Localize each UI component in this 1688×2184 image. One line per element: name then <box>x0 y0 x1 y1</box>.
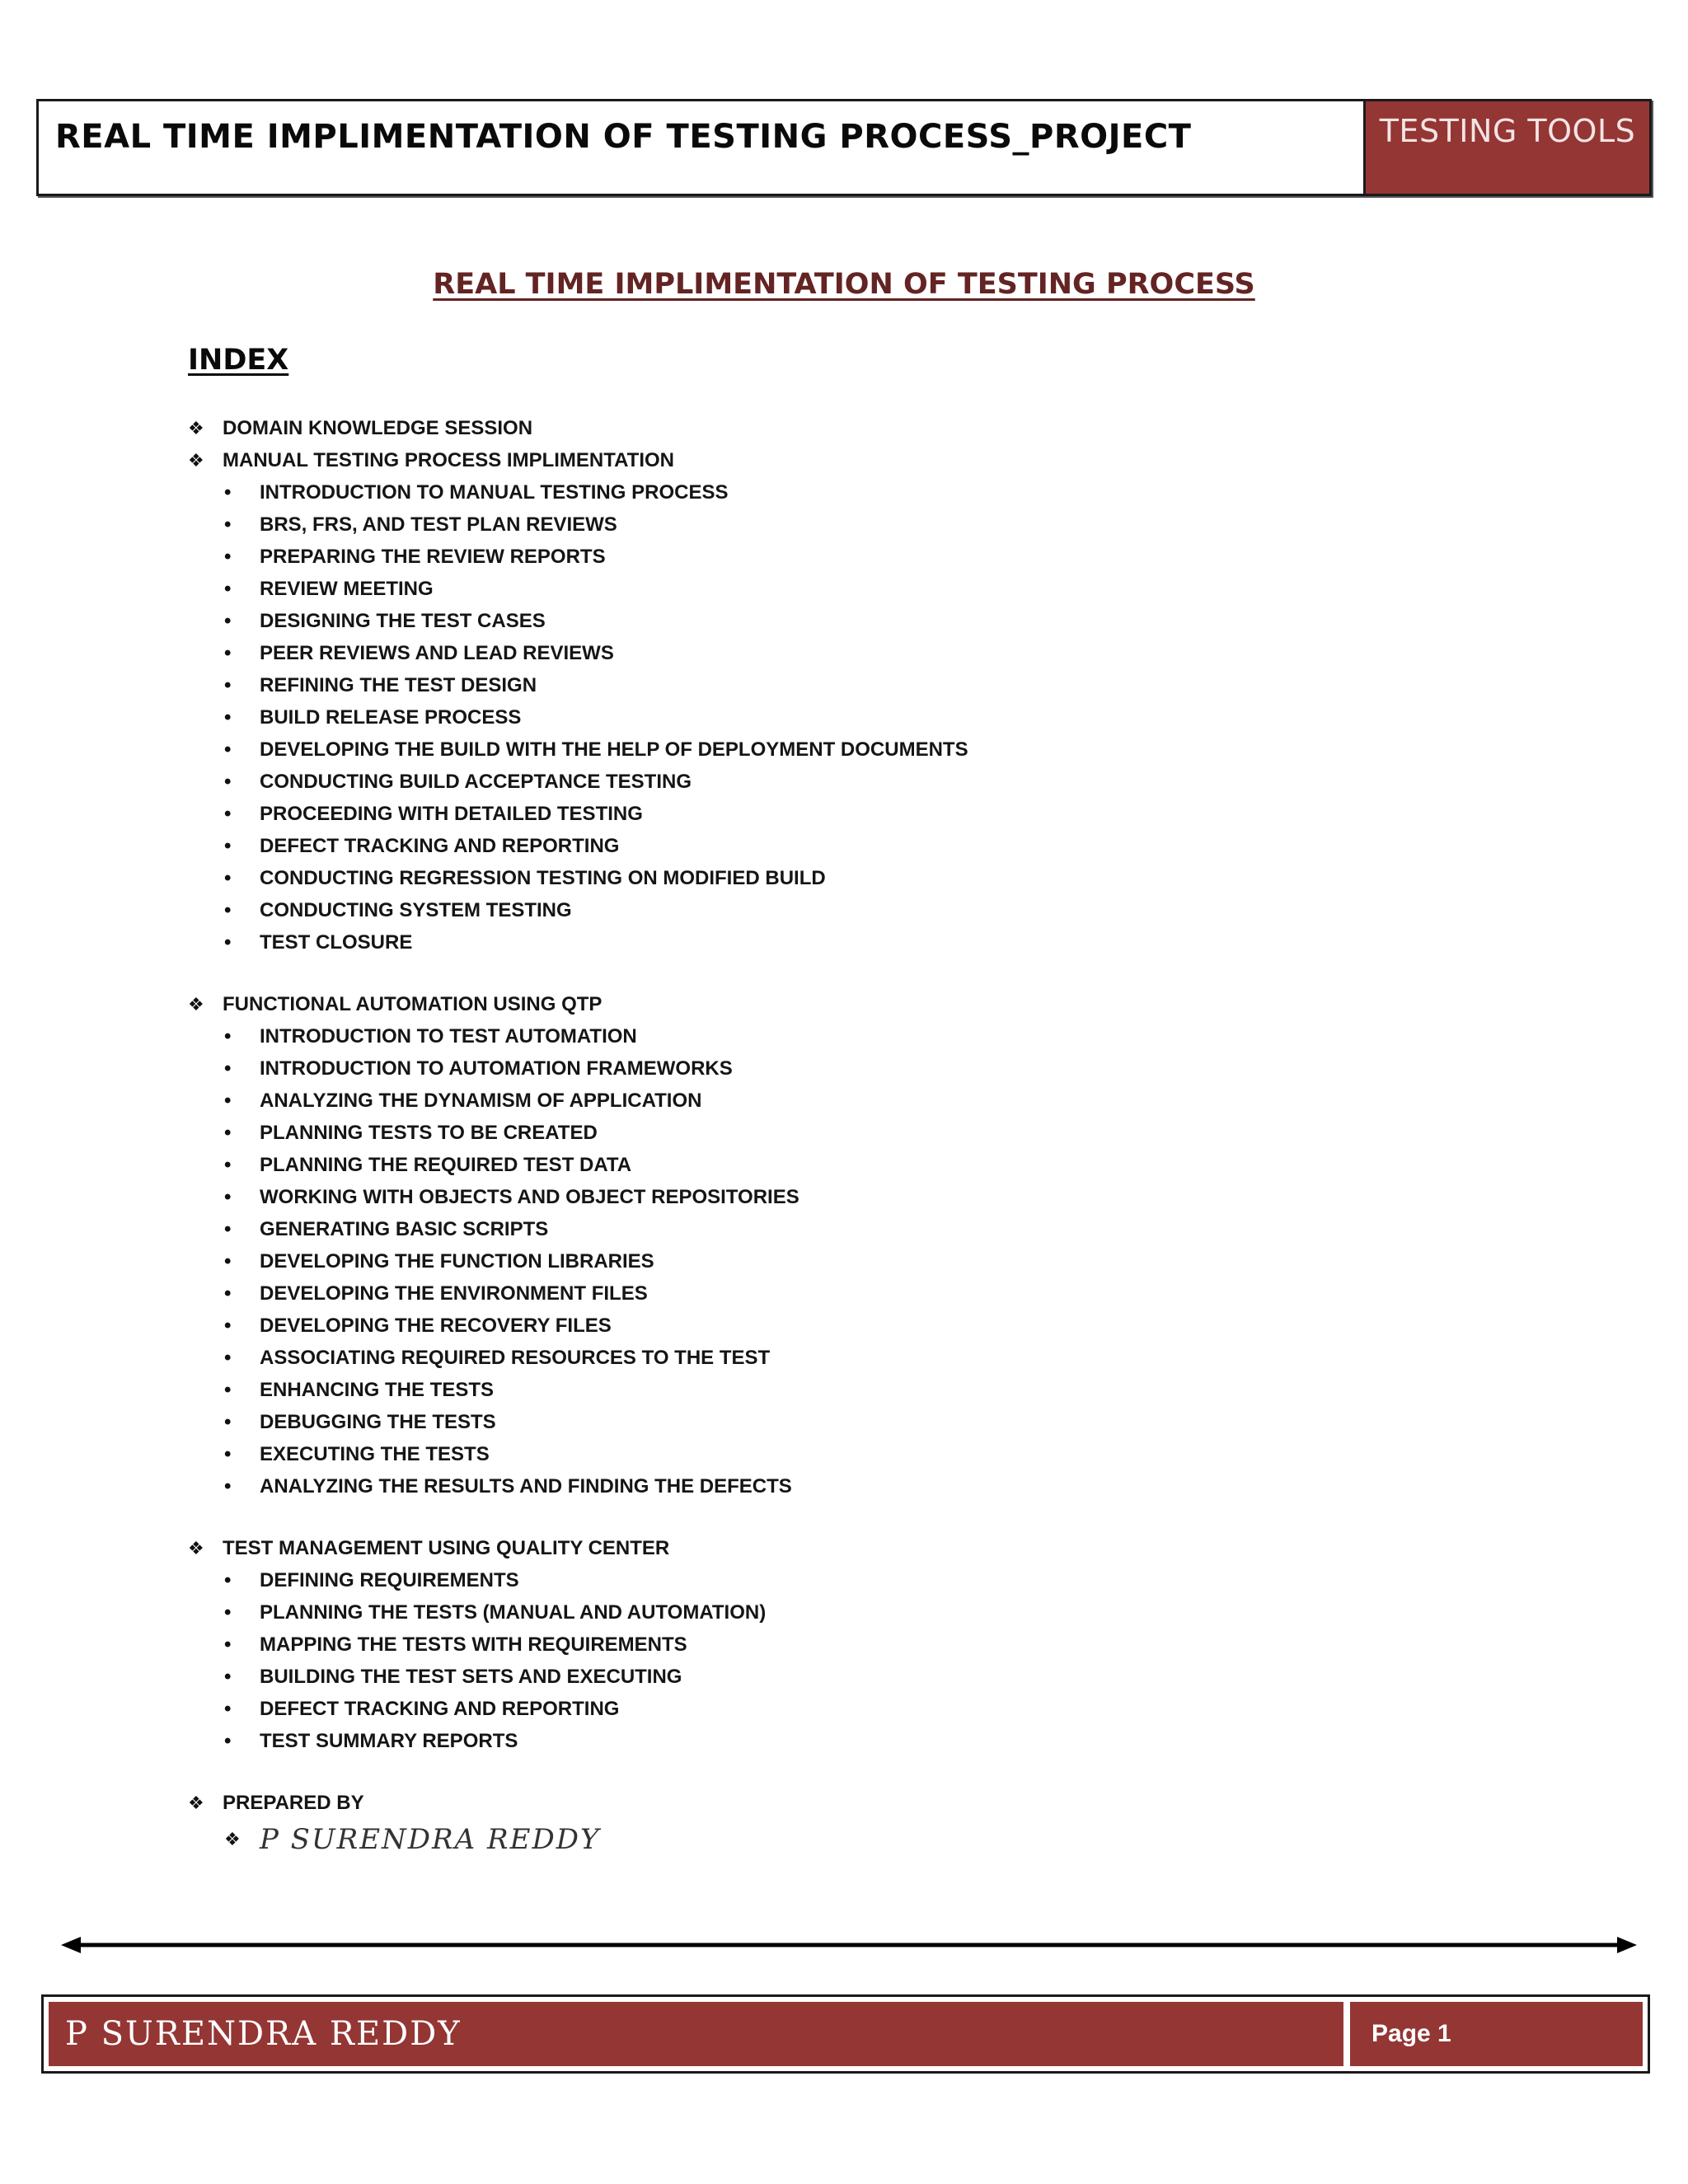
bullet-icon: • <box>224 610 232 632</box>
bullet-icon: • <box>224 1475 232 1497</box>
list-item-label: PEER REVIEWS AND LEAD REVIEWS <box>260 642 614 664</box>
diamond-clover-icon: ❖ <box>188 1538 204 1558</box>
list-item-label: CONDUCTING REGRESSION TESTING ON MODIFIED BUILD <box>260 867 826 889</box>
list-item-label: DEVELOPING THE BUILD WITH THE HELP OF DEPLOYMENT DOCUMENTS <box>260 738 968 761</box>
header-title-box <box>39 101 1363 194</box>
bullet-icon: • <box>224 771 232 793</box>
list-item-label: REFINING THE TEST DESIGN <box>260 674 537 696</box>
section-item <box>188 1532 1342 1564</box>
list-item <box>188 733 1342 766</box>
bullet-icon: • <box>224 931 232 954</box>
list-item-label: ANALYZING THE DYNAMISM OF APPLICATION <box>260 1090 702 1112</box>
bullet-icon: • <box>224 578 232 600</box>
list-item-label: INTRODUCTION TO MANUAL TESTING PROCESS <box>260 481 729 504</box>
list-item <box>188 573 1342 605</box>
list-item-label: CONDUCTING SYSTEM TESTING <box>260 899 572 921</box>
bullet-icon: • <box>224 1090 232 1112</box>
bullet-icon: • <box>224 899 232 921</box>
list-item-label: CONDUCTING BUILD ACCEPTANCE TESTING <box>260 771 692 793</box>
list-item-label: DEBUGGING THE TESTS <box>260 1411 496 1433</box>
diamond-clover-icon: ❖ <box>188 994 204 1015</box>
spacer <box>188 1502 1342 1532</box>
list-item-label: GENERATING BASIC SCRIPTS <box>260 1218 549 1240</box>
bullet-icon: • <box>224 1122 232 1144</box>
list-item <box>188 1277 1342 1310</box>
bullet-icon: • <box>224 738 232 761</box>
bullet-icon: • <box>224 1411 232 1433</box>
bullet-icon: • <box>224 1730 232 1752</box>
list-item-label: PLANNING THE TESTS (MANUAL AND AUTOMATION) <box>260 1601 767 1624</box>
list-item <box>188 605 1342 637</box>
list-item <box>188 1438 1342 1470</box>
bullet-icon: • <box>224 1025 232 1047</box>
bullet-icon: • <box>224 481 232 504</box>
bullet-icon: • <box>224 1347 232 1369</box>
author-name: P SURENDRA REDDY <box>260 1823 601 1856</box>
section-item <box>188 1787 1342 1819</box>
list-item <box>188 1213 1342 1245</box>
bullet-icon: • <box>224 1666 232 1688</box>
bullet-icon: • <box>224 1633 232 1656</box>
bullet-icon: • <box>224 1698 232 1720</box>
section-item <box>188 444 1342 476</box>
list-item-label: ANALYZING THE RESULTS AND FINDING THE DEFECTS <box>260 1475 792 1497</box>
list-item <box>188 1085 1342 1117</box>
page-number: Page 1 <box>1372 2020 1451 2047</box>
list-item <box>188 1181 1342 1213</box>
list-item-label: EXECUTING THE TESTS <box>260 1443 490 1465</box>
index-heading: INDEX <box>188 344 289 377</box>
list-item <box>188 766 1342 798</box>
list-item-label: DEVELOPING THE ENVIRONMENT FILES <box>260 1282 648 1305</box>
list-item-label: PLANNING THE REQUIRED TEST DATA <box>260 1154 632 1176</box>
list-item <box>188 1149 1342 1181</box>
bullet-icon: • <box>224 1282 232 1305</box>
list-item <box>188 669 1342 701</box>
spacer <box>188 1757 1342 1787</box>
bullet-icon: • <box>224 1379 232 1401</box>
list-item <box>188 1406 1342 1438</box>
section-label: TEST MANAGEMENT USING QUALITY CENTER <box>223 1537 670 1559</box>
list-item-label: ASSOCIATING REQUIRED RESOURCES TO THE TEST <box>260 1347 771 1369</box>
list-item <box>188 1596 1342 1629</box>
list-item <box>188 541 1342 573</box>
bullet-icon: • <box>224 1601 232 1624</box>
list-item <box>188 1629 1342 1661</box>
section-item <box>188 412 1342 444</box>
bullet-icon: • <box>224 674 232 696</box>
list-item <box>188 1020 1342 1052</box>
list-item-label: INTRODUCTION TO TEST AUTOMATION <box>260 1025 637 1047</box>
header-tag-box <box>1363 101 1649 194</box>
list-item <box>188 798 1342 830</box>
bullet-icon: • <box>224 706 232 729</box>
spacer <box>188 958 1342 988</box>
footer-page-box <box>1350 2002 1643 2066</box>
list-item-label: PROCEEDING WITH DETAILED TESTING <box>260 803 643 825</box>
diamond-clover-icon: ❖ <box>224 1829 241 1849</box>
list-item <box>188 476 1342 509</box>
list-item-label: DEFINING REQUIREMENTS <box>260 1569 519 1591</box>
section-label: PREPARED BY <box>223 1792 364 1814</box>
list-item <box>188 1725 1342 1757</box>
list-item <box>188 1052 1342 1085</box>
diamond-clover-icon: ❖ <box>188 1793 204 1813</box>
list-item-label: DESIGNING THE TEST CASES <box>260 610 546 632</box>
section-label: MANUAL TESTING PROCESS IMPLIMENTATION <box>223 449 675 471</box>
list-item <box>188 894 1342 926</box>
bullet-icon: • <box>224 642 232 664</box>
list-item <box>188 1693 1342 1725</box>
document-title: REAL TIME IMPLIMENTATION OF TESTING PROCESS <box>433 268 1255 301</box>
footer-name-box <box>49 2002 1343 2066</box>
bullet-icon: • <box>224 1057 232 1080</box>
author-item <box>188 1819 1342 1860</box>
list-item <box>188 1564 1342 1596</box>
bullet-icon: • <box>224 867 232 889</box>
list-item <box>188 1661 1342 1693</box>
list-item <box>188 1342 1342 1374</box>
page-header <box>36 99 1652 196</box>
double-arrow-icon <box>58 1929 1640 1961</box>
list-item-label: BRS, FRS, AND TEST PLAN REVIEWS <box>260 513 617 536</box>
list-item-label: BUILDING THE TEST SETS AND EXECUTING <box>260 1666 682 1688</box>
list-item <box>188 1310 1342 1342</box>
bullet-icon: • <box>224 546 232 568</box>
list-item <box>188 830 1342 862</box>
list-item <box>188 1245 1342 1277</box>
bullet-icon: • <box>224 803 232 825</box>
list-item-label: DEVELOPING THE FUNCTION LIBRARIES <box>260 1250 654 1272</box>
footer-author-name: P SURENDRA REDDY <box>65 2015 462 2053</box>
bullet-icon: • <box>224 1315 232 1337</box>
diamond-clover-icon: ❖ <box>188 450 204 471</box>
diamond-clover-icon: ❖ <box>188 418 204 438</box>
list-item-label: BUILD RELEASE PROCESS <box>260 706 522 729</box>
list-item-label: REVIEW MEETING <box>260 578 434 600</box>
bullet-icon: • <box>224 1569 232 1591</box>
section-label: FUNCTIONAL AUTOMATION USING QTP <box>223 993 603 1015</box>
list-item-label: MAPPING THE TESTS WITH REQUIREMENTS <box>260 1633 687 1656</box>
list-item-label: DEFECT TRACKING AND REPORTING <box>260 835 620 857</box>
page-footer <box>41 1994 1650 2074</box>
list-item <box>188 1374 1342 1406</box>
bullet-icon: • <box>224 1250 232 1272</box>
list-item-label: TEST CLOSURE <box>260 931 413 954</box>
bullet-icon: • <box>224 1186 232 1208</box>
list-item-label: PREPARING THE REVIEW REPORTS <box>260 546 606 568</box>
list-item <box>188 1117 1342 1149</box>
section-item <box>188 988 1342 1020</box>
list-item-label: DEVELOPING THE RECOVERY FILES <box>260 1315 612 1337</box>
list-item <box>188 926 1342 958</box>
list-item-label: INTRODUCTION TO AUTOMATION FRAMEWORKS <box>260 1057 733 1080</box>
header-title: REAL TIME IMPLIMENTATION OF TESTING PROCESS_PROJECT <box>55 118 1192 156</box>
header-tag: TESTING TOOLS <box>1379 113 1636 149</box>
list-item <box>188 509 1342 541</box>
list-item-label: PLANNING TESTS TO BE CREATED <box>260 1122 598 1144</box>
bullet-icon: • <box>224 835 232 857</box>
list-item <box>188 862 1342 894</box>
bullet-icon: • <box>224 1218 232 1240</box>
list-item-label: DEFECT TRACKING AND REPORTING <box>260 1698 620 1720</box>
list-item-label: ENHANCING THE TESTS <box>260 1379 495 1401</box>
list-item <box>188 1470 1342 1502</box>
list-item <box>188 637 1342 669</box>
bullet-icon: • <box>224 1443 232 1465</box>
bullet-icon: • <box>224 1154 232 1176</box>
section-label: DOMAIN KNOWLEDGE SESSION <box>223 417 533 439</box>
list-item-label: WORKING WITH OBJECTS AND OBJECT REPOSITORIES <box>260 1186 799 1208</box>
index-list <box>188 412 1342 1860</box>
list-item-label: TEST SUMMARY REPORTS <box>260 1730 518 1752</box>
bullet-icon: • <box>224 513 232 536</box>
list-item <box>188 701 1342 733</box>
